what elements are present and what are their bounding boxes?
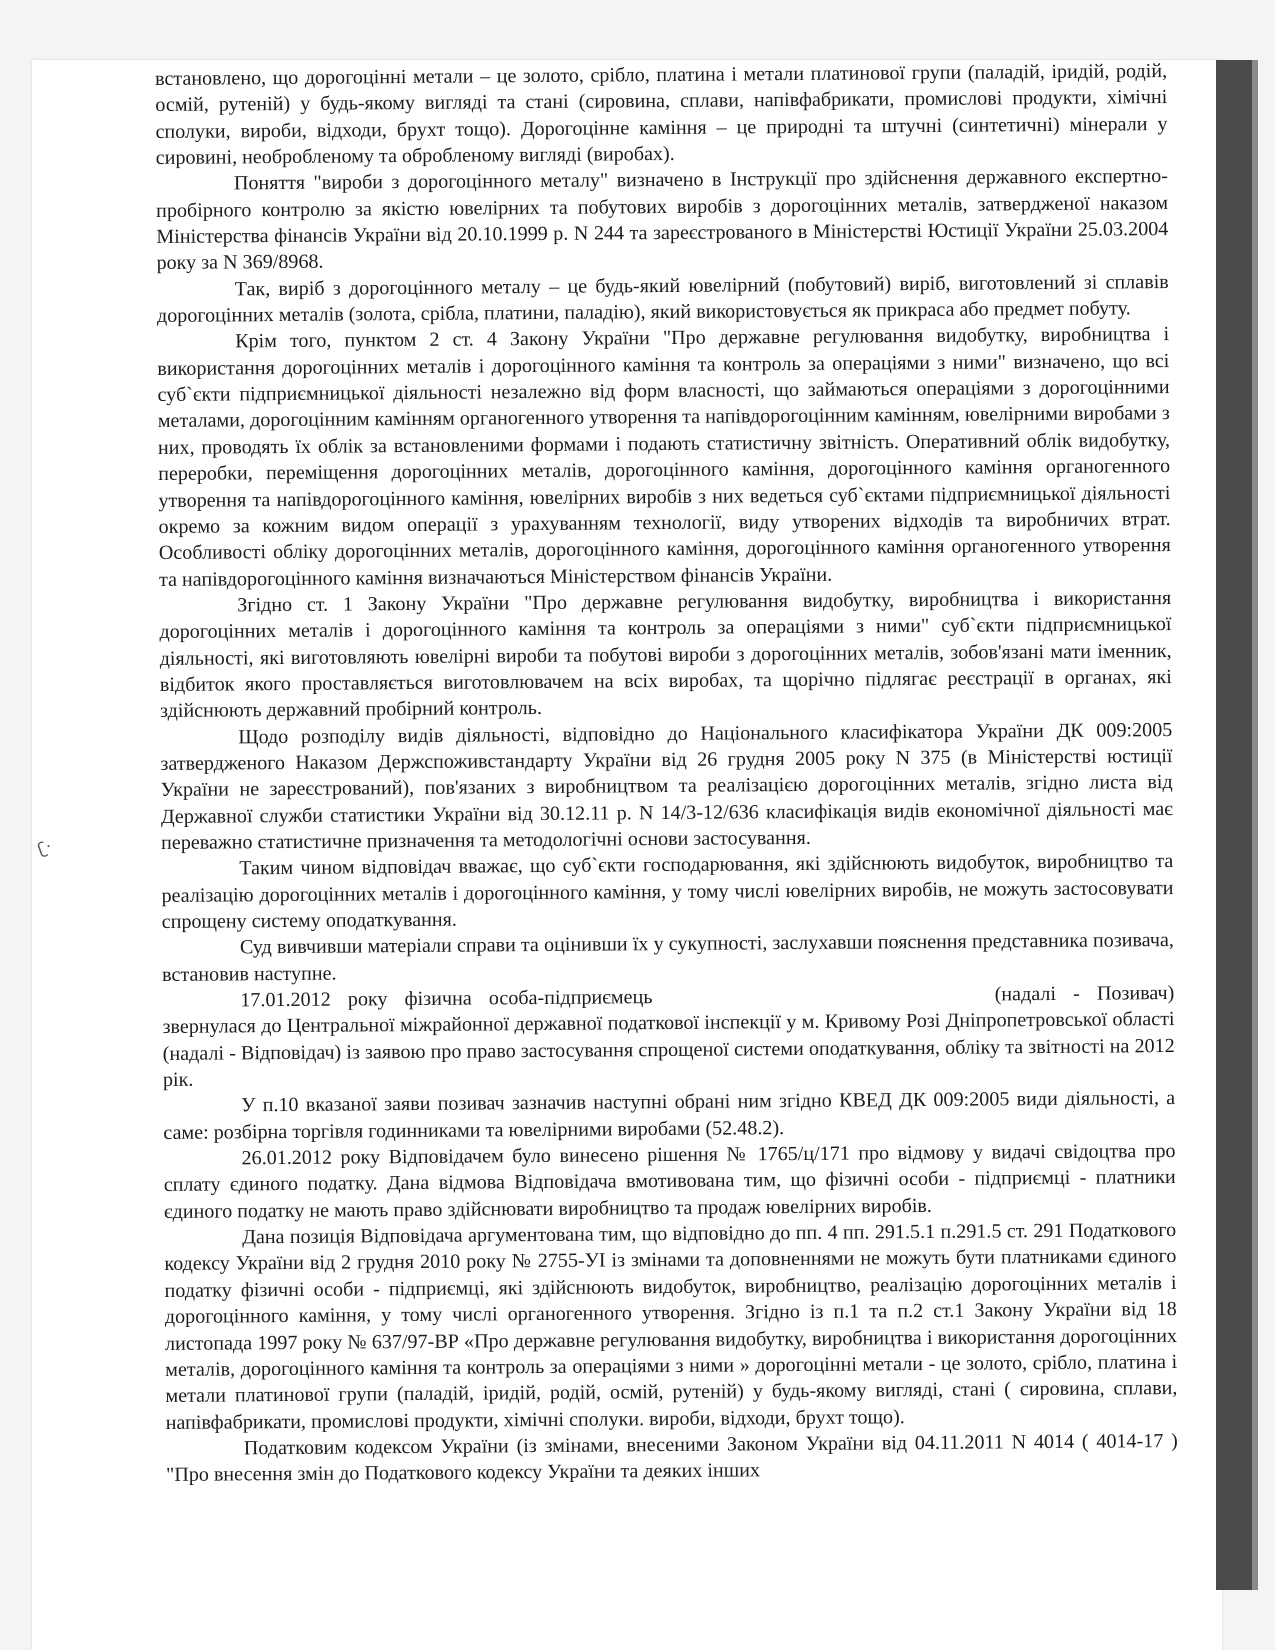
margin-mark: ʗ· [35,836,55,859]
paragraph-part: 17.01.2012 року фізична особа-підприємець [240,986,653,1012]
paragraph: Податковим кодексом України (із змінами, внесеними Законом України від 04.11.2011 N 4014 ( 4014-17 ) "Про внесення змін до Податкового кодексу України та деяких інших [165,1429,1178,1487]
paragraph-part: (надалі - Позивач) звернулася до Центральної міжрайонної державної податкової інспекції у м. Кривому Розі Дніпропетровської області (надалі - Відповідач) із заявою про право застосування спрощеної системи оподаткування, обліку та звітності на 2012 рік. [162,982,1175,1092]
scanner-edge-highlight [1252,60,1258,1590]
paragraph: Поняття "вироби з дорогоцінного металу" визначено в Інструкції про здійснення державного експертно-пробірного контролю за якістю ювелірних та побутових виробів з дорогоцінних металів, затвердженої наказом Міністерства фінансів України від 20.10.1999 р. N 244 та зареєстрованого в Міністерстві Юстиції України 25.03.2004 року за N 369/8968. [156,165,1169,275]
paragraph: Дана позиція Відповідача аргументована тим, що відповідно до пп. 4 пп. 291.5.1 п.291.5 ст. 291 Податкового кодексу України від 2 грудня 2010 року № 2755-УІ із змінами та доповненнями не можуть бути платниками єдиного податку фізичні особи - підприємці, які здійснюють видобуток, виробництво, реалізацію дорогоцінних металів і дорогоцінного каміння, у тому числі органогенного утворення. Згідно із п.1 та п.2 ст.1 Закону України від 18 листопада 1997 року № 637/97-ВР «Про державне регулювання видобутку, виробництва і використання дорогоцінних металів, дорогоцінного каміння та контроль за операціями з ними » дорогоцінні метали - це золото, срібло, платина і метали платинової групи (паладій, іридій, родій, осмій, рутеній) у будь-якому вигляді, стані ( сировина, сплави, напівфабрикати, промислові продукти, хімічні сполуки. вироби, відходи, брухт тощо). [164,1219,1178,1434]
paragraph: Щодо розподілу видів діяльності, відповідно до Національного класифікатора України ДК 009:2005 затвердженого Наказом Держспоживстандарту України від 26 грудня 2005 року N 375 (в Міністерстві юстиції України не зареєстрований), пов'язаних з виробництвом та реалізацією дорогоцінних металів, згідно листа від Державної служби статистики України від 30.12.11 р. N 14/3-12/636 класифікація видів економічної діяльності має переважно статистичне призначення та методологічні основи застосування. [160,718,1173,854]
paragraph: У п.10 вказаної заяви позивач зазначив наступні обрані ним згідно КВЕД ДК 009:2005 види діяльності, а саме: розбірна торгівля годинниками та ювелірними виробами (52.48.2). [163,1087,1176,1144]
redacted-name [670,987,978,1007]
paragraph: Крім того, пунктом 2 ст. 4 Закону України "Про державне регулювання видобутку, виробництва і використання дорогоцінних металів і дорогоцінного каміння та контроль за операціями з ними" визначено, що всі суб`єкти підприємницької діяльності незалежно від форм власності, що займаються операціями з дорогоцінними металами, дорогоцінним камінням органогенного утворення та напівдорогоцінним камінням, ювелірними виробами з них, проводять їх облік за встановленими формами і подають статистичну звітність. Оперативний облік видобутку, переробки, переміщення дорогоцінних металів, дорогоцінного каміння, дорогоцінного каміння органогенного утворення та напівдорогоцінного каміння, ювелірних виробів з них ведеться суб`єктами підприємницької діяльності окремо за кожним видом операції з урахуванням технології, виду утворених відходів та виробничих втрат. Особливості обліку дорогоцінних металів, дорогоцінного каміння, дорогоцінного каміння органогенного утворення та напівдорогоцінного каміння визначаються Міністерством фінансів України. [157,323,1171,591]
paragraph: 26.01.2012 року Відповідачем було винесено рішення № 1765/ц/171 про відмову у видачі свідоцтва про сплату єдиного податку. Дана відмова Відповідача вмотивована тим, що фізичні особи - підприємці - платники єдиного податку не мають право здійснювати виробництво та продаж ювелірних виробів. [163,1140,1176,1223]
document-body [155,58,1179,1591]
paragraph: Так, виріб з дорогоцінного металу – це будь-який ювелірний (побутовий) виріб, виготовлений зі сплавів дорогоцінних металів (золота, срібла, платини, паладію), який використовується як прикраса або предмет побуту. [156,270,1169,328]
paragraph: Таким чином відповідач вважає, що суб`єкти господарювання, які здійснюють видобуток, виробництво та реалізацію дорогоцінних металів і дорогоцінного каміння, у тому числі ювелірних виробів, не можуть застосовувати спрощену систему оподаткування. [161,850,1174,933]
paragraph: Суд вивчивши матеріали справи та оцінивши їх у сукупності, заслухавши пояснення представника позивача, встановив наступне. [162,929,1174,986]
paragraph-with-redaction [162,980,1175,1093]
paragraph: встановлено, що дорогоцінні метали – це золото, срібло, платина і метали платинової групи (паладій, іридій, родій, осмій, рутеній) у будь-якому вигляді та стані (сировина, сплави, напівфабрикати, промислові продукти, хімічні сполуки, вироби, відходи, брухт тощо). Дорогоцінне каміння – це природні та штучні (синтетичні) мінерали у сировині, необробленому та обробленому вигляді (виробах). [155,60,1168,170]
paragraph: Згідно ст. 1 Закону України "Про державне регулювання видобутку, виробництва і використання дорогоцінних металів і дорогоцінного каміння та контроль за операціями з ними" суб`єкти підприємницької діяльності, які виготовляють ювелірні вироби та побутові вироби з дорогоцінних металів, зобов'язані мати іменник, відбиток якого проставляється виготовлювачем на всіх виробах, та щорічно підлягає реєстрації в органах, які здійснюють державний пробірний контроль. [159,586,1172,723]
